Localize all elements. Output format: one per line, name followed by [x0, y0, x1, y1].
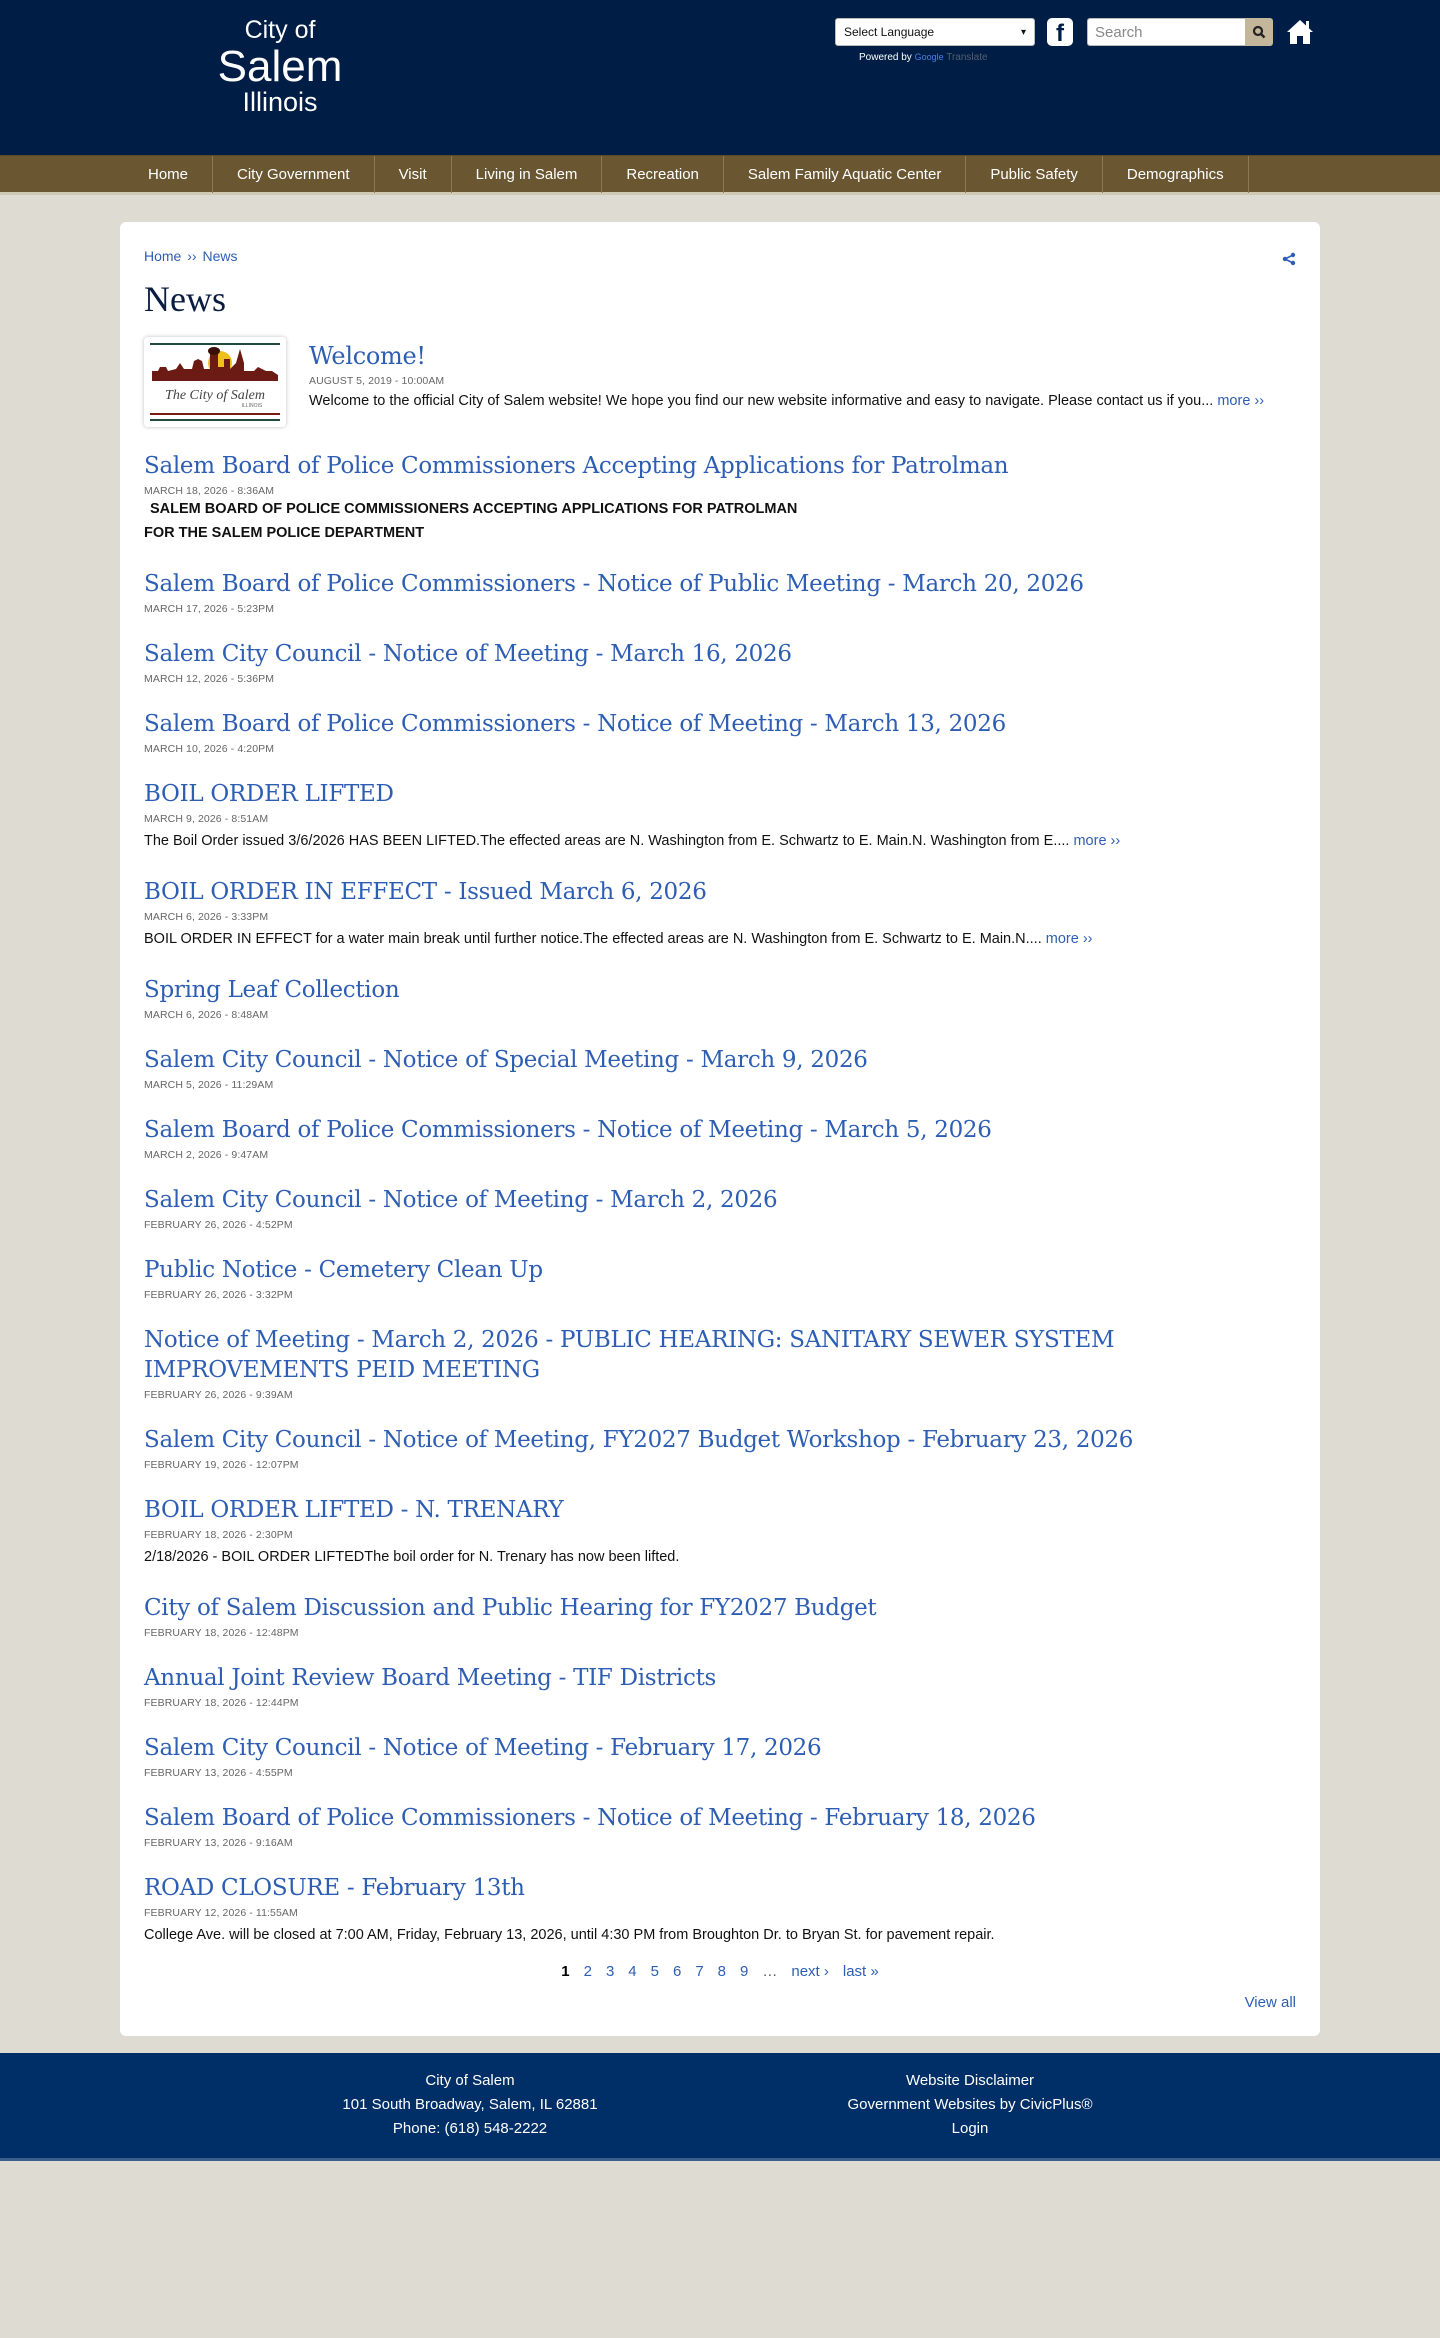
- logo-line-3: Illinois: [242, 87, 318, 117]
- nav-item-home[interactable]: Home: [124, 156, 213, 193]
- news-desc-line: SALEM BOARD OF POLICE COMMISSIONERS ACCEPTING APPLICATIONS FOR PATROLMAN: [150, 501, 798, 517]
- news-desc-text: BOIL ORDER IN EFFECT for a water main break until further notice.The effected areas are N. Washington from E. Schwartz to E. Main.N....: [144, 931, 1042, 947]
- news-title[interactable]: Salem Board of Police Commissioners - Notice of Meeting - March 5, 2026: [144, 1117, 992, 1143]
- news-date: MARCH 12, 2026 - 5:36PM: [144, 673, 275, 685]
- nav-item-living-in-salem[interactable]: Living in Salem: [452, 156, 603, 193]
- news-title[interactable]: ROAD CLOSURE - February 13th: [144, 1875, 525, 1901]
- main-nav: [0, 155, 1440, 195]
- news-desc: College Ave. will be closed at 7:00 AM, Friday, February 13, 2026, until 4:30 PM from Broughton Dr. to Bryan St. for pavement repair.: [144, 1927, 995, 1943]
- news-title[interactable]: Salem City Council - Notice of Meeting - March 16, 2026: [144, 641, 792, 667]
- news-desc-text: Welcome to the official City of Salem website! We hope you find our new website informative and easy to navigate. Please contact us if you...: [309, 393, 1214, 409]
- news-list: [144, 451, 1296, 1947]
- news-date: MARCH 6, 2026 - 8:48AM: [144, 1009, 269, 1021]
- news-date: FEBRUARY 13, 2026 - 9:16AM: [144, 1837, 293, 1849]
- news-desc-text: The Boil Order issued 3/6/2026 HAS BEEN LIFTED.The effected areas are N. Washington from E. Schwartz to E. Main.N. Washington from E....: [144, 833, 1070, 849]
- news-desc: [144, 927, 1296, 951]
- news-date: MARCH 2, 2026 - 9:47AM: [144, 1149, 269, 1161]
- page-ellipsis: …: [762, 1963, 778, 1980]
- chevron-down-icon: ▾: [1020, 26, 1026, 38]
- logo-line-2: Salem: [217, 42, 343, 91]
- news-date: FEBRUARY 13, 2026 - 4:55PM: [144, 1767, 293, 1779]
- news-date: FEBRUARY 18, 2026 - 12:48PM: [144, 1627, 299, 1639]
- search-box: [1087, 18, 1273, 46]
- civicplus-link[interactable]: Government Websites by CivicPlus®: [847, 2096, 1093, 2113]
- home-icon[interactable]: [1285, 18, 1315, 51]
- news-title[interactable]: BOIL ORDER LIFTED: [144, 781, 394, 807]
- news-desc: [144, 497, 1296, 545]
- news-item-welcome: [144, 337, 1296, 427]
- footer-phone: Phone: (618) 548-2222: [392, 2120, 548, 2137]
- svg-text:The City of Salem: The City of Salem: [165, 388, 265, 403]
- page-link-7[interactable]: 7: [695, 1963, 704, 1980]
- news-item: [144, 569, 1296, 615]
- news-item: [144, 709, 1296, 755]
- nav-item-city-government[interactable]: City Government: [213, 156, 375, 193]
- header-tools: [835, 18, 1315, 63]
- news-title[interactable]: BOIL ORDER IN EFFECT - Issued March 6, 2026: [144, 879, 707, 905]
- powered-by-label: Powered by: [859, 52, 912, 63]
- news-item: [144, 1255, 1296, 1301]
- news-title[interactable]: Salem Board of Police Commissioners - Notice of Meeting - February 18, 2026: [144, 1805, 1036, 1831]
- page-link-2[interactable]: 2: [583, 1963, 592, 1980]
- news-date: FEBRUARY 18, 2026 - 2:30PM: [144, 1529, 293, 1541]
- news-item: [144, 1115, 1296, 1161]
- news-date: MARCH 17, 2026 - 5:23PM: [144, 603, 275, 615]
- nav-item-visit[interactable]: Visit: [375, 156, 452, 193]
- more-link[interactable]: more ››: [1217, 393, 1265, 409]
- news-item: [144, 1325, 1296, 1401]
- news-desc: 2/18/2026 - BOIL ORDER LIFTEDThe boil order for N. Trenary has now been lifted.: [144, 1549, 680, 1565]
- content-card: [120, 222, 1320, 2036]
- breadcrumb-news[interactable]: News: [202, 248, 238, 264]
- news-item: [144, 1803, 1296, 1849]
- footer-address: 101 South Broadway, Salem, IL 62881: [342, 2096, 598, 2113]
- news-date: FEBRUARY 26, 2026 - 4:52PM: [144, 1219, 293, 1231]
- language-select-value: Select Language: [844, 25, 935, 39]
- nav-item-public-safety[interactable]: Public Safety: [966, 156, 1103, 193]
- site-footer: [0, 2053, 1440, 2161]
- share-icon[interactable]: [1282, 252, 1296, 271]
- bottom-strip: [0, 2161, 1440, 2173]
- page-link-8[interactable]: 8: [717, 1963, 727, 1980]
- news-item: [144, 1663, 1296, 1709]
- page-link-3[interactable]: 3: [605, 1963, 615, 1980]
- login-link[interactable]: Login: [951, 2120, 989, 2137]
- translate-label: Translate: [946, 52, 988, 63]
- page-link-5[interactable]: 5: [650, 1963, 659, 1980]
- nav-item-demographics[interactable]: Demographics: [1103, 156, 1249, 193]
- language-select[interactable]: [835, 18, 1035, 46]
- news-desc: [309, 389, 1296, 413]
- news-item: [144, 1873, 1296, 1947]
- news-item: [144, 1495, 1296, 1569]
- news-title[interactable]: Salem Board of Police Commissioners - Notice of Public Meeting - March 20, 2026: [144, 571, 1084, 597]
- page-link-9[interactable]: 9: [740, 1963, 749, 1980]
- news-date: FEBRUARY 26, 2026 - 3:32PM: [144, 1289, 293, 1301]
- page-link-6[interactable]: 6: [672, 1963, 682, 1980]
- news-title[interactable]: Salem Board of Police Commissioners - Notice of Meeting - March 13, 2026: [144, 711, 1006, 737]
- page-title: News: [144, 279, 226, 319]
- news-item: [144, 779, 1296, 853]
- news-item: [144, 877, 1296, 951]
- breadcrumb: [144, 248, 1296, 264]
- search-input[interactable]: Search: [1087, 18, 1245, 46]
- news-item: [144, 1733, 1296, 1779]
- news-date: FEBRUARY 26, 2026 - 9:39AM: [144, 1389, 293, 1401]
- pagination: [144, 1963, 1296, 1980]
- news-item: [144, 1045, 1296, 1091]
- news-date: FEBRUARY 19, 2026 - 12:07PM: [144, 1459, 299, 1471]
- footer-contact: [220, 2053, 720, 2158]
- more-link[interactable]: more ››: [1045, 931, 1093, 947]
- news-date: MARCH 9, 2026 - 8:51AM: [144, 813, 269, 825]
- news-desc: [144, 829, 1296, 853]
- news-date: MARCH 18, 2026 - 8:36AM: [144, 485, 275, 497]
- news-date: MARCH 6, 2026 - 3:33PM: [144, 911, 269, 923]
- news-title[interactable]: City of Salem Discussion and Public Hearing for FY2027 Budget: [144, 1595, 877, 1621]
- news-title[interactable]: Salem City Council - Notice of Special Meeting - March 9, 2026: [144, 1047, 868, 1073]
- news-title[interactable]: Spring Leaf Collection: [144, 977, 400, 1003]
- news-item: [144, 1593, 1296, 1639]
- page-link-4[interactable]: 4: [628, 1963, 637, 1980]
- breadcrumb-separator: ››: [187, 248, 197, 264]
- news-date: MARCH 5, 2026 - 11:29AM: [144, 1079, 274, 1091]
- news-title[interactable]: BOIL ORDER LIFTED - N. TRENARY: [144, 1497, 564, 1523]
- nav-item-recreation[interactable]: Recreation: [602, 156, 724, 193]
- city-logo[interactable]: [200, 18, 360, 116]
- news-date: MARCH 10, 2026 - 4:20PM: [144, 743, 275, 755]
- more-link[interactable]: more ››: [1073, 833, 1121, 849]
- footer-city-name: City of Salem: [425, 2072, 515, 2089]
- view-all-link[interactable]: View all: [1244, 1994, 1296, 2011]
- news-title[interactable]: Salem City Council - Notice of Meeting, FY2027 Budget Workshop - February 23, 2026: [144, 1427, 1134, 1453]
- news-desc-line: FOR THE SALEM POLICE DEPARTMENT: [144, 525, 425, 541]
- news-item: [144, 1425, 1296, 1471]
- welcome-thumbnail[interactable]: [144, 337, 286, 427]
- footer-links: [720, 2053, 1220, 2158]
- news-title[interactable]: Salem Board of Police Commissioners Accepting Applications for Patrolman: [144, 453, 1009, 479]
- news-date: FEBRUARY 12, 2026 - 11:55AM: [144, 1907, 298, 1919]
- page-next[interactable]: next ›: [791, 1963, 829, 1980]
- news-title[interactable]: Public Notice - Cemetery Clean Up: [144, 1257, 543, 1283]
- search-button[interactable]: [1245, 18, 1273, 46]
- page-current: 1: [561, 1963, 570, 1980]
- svg-text:ILLINOIS: ILLINOIS: [241, 403, 263, 409]
- news-item: [144, 1185, 1296, 1231]
- news-date: AUGUST 5, 2019 - 10:00AM: [309, 375, 445, 387]
- news-item: [144, 639, 1296, 685]
- site-header: [0, 0, 1440, 155]
- news-title[interactable]: Notice of Meeting - March 2, 2026 - PUBLIC HEARING: SANITARY SEWER SYSTEM IMPROVEMENTS PEID MEETING: [144, 1327, 1115, 1383]
- news-title[interactable]: Salem City Council - Notice of Meeting - February 17, 2026: [144, 1735, 822, 1761]
- news-title[interactable]: Annual Joint Review Board Meeting - TIF Districts: [144, 1665, 717, 1691]
- search-icon: [1252, 25, 1266, 39]
- news-date: FEBRUARY 18, 2026 - 12:44PM: [144, 1697, 299, 1709]
- google-logo[interactable]: Google: [914, 52, 944, 62]
- news-title[interactable]: Salem City Council - Notice of Meeting - March 2, 2026: [144, 1187, 778, 1213]
- website-disclaimer-link[interactable]: Website Disclaimer: [905, 2072, 1035, 2089]
- page-last[interactable]: last »: [842, 1963, 879, 1980]
- facebook-icon[interactable]: f: [1047, 18, 1073, 46]
- city-skyline-logo-image: [148, 341, 282, 423]
- nav-item-aquatic-center[interactable]: Salem Family Aquatic Center: [724, 156, 966, 193]
- logo-line-1: City of: [244, 16, 316, 44]
- news-item: [144, 451, 1296, 545]
- news-item: [144, 975, 1296, 1021]
- news-title[interactable]: Welcome!: [309, 342, 426, 370]
- breadcrumb-home[interactable]: Home: [144, 248, 182, 264]
- powered-by-google-translate: [835, 52, 1035, 63]
